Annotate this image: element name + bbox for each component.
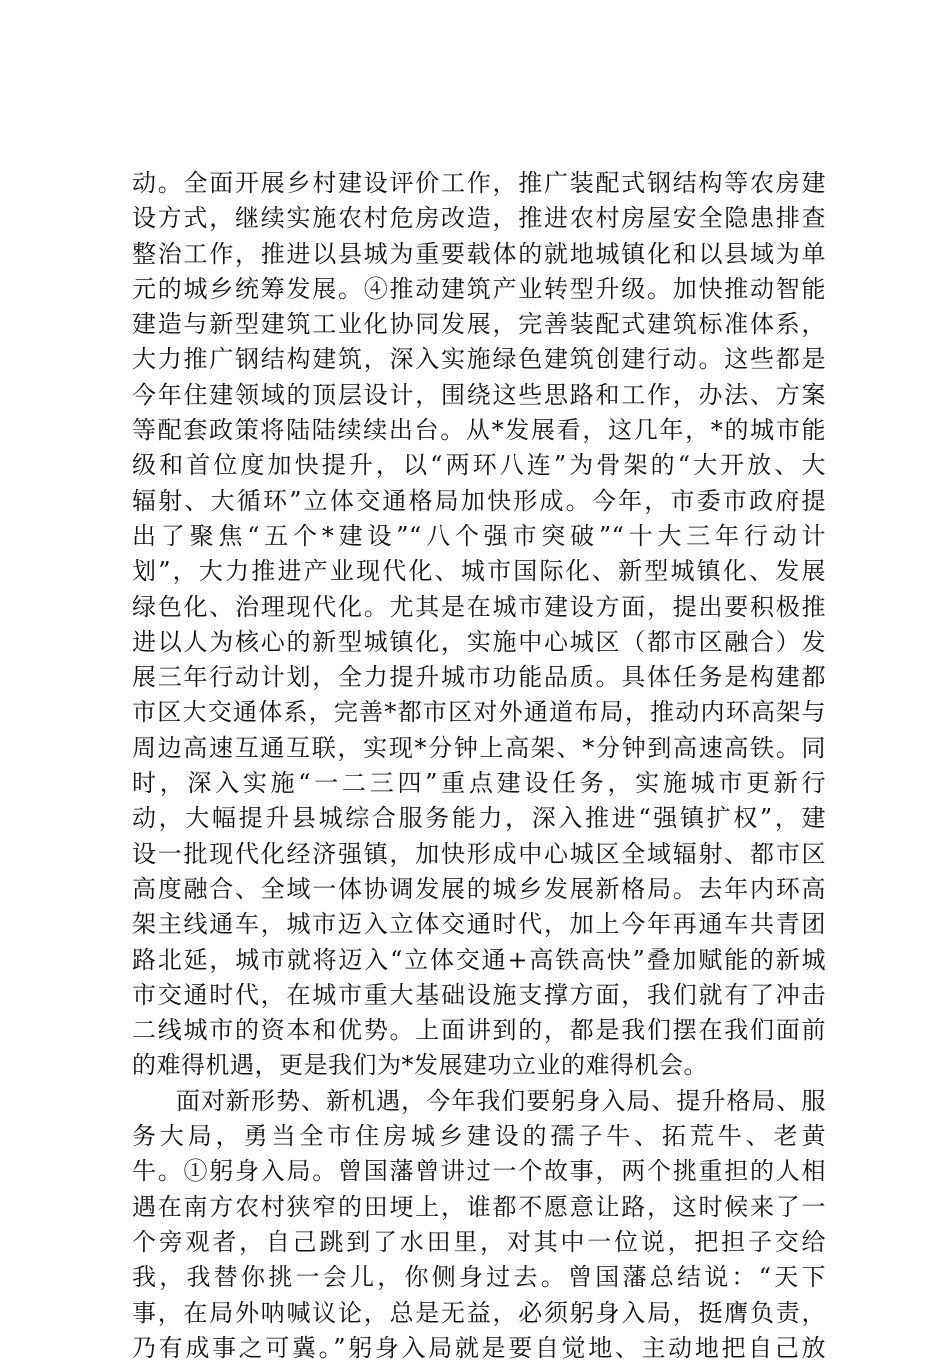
text-line: 面对新形势、新机遇，今年我们要躬身入局、提升格局、服 xyxy=(176,1086,826,1115)
text-line: 遇在南方农村狭窄的田埂上，谁都不愿意让路，这时候来了一 xyxy=(132,1192,826,1221)
text-line: 个旁观者，自己跳到了水田里，对其中一位说，把担子交给 xyxy=(132,1227,826,1256)
text-line: 牛。①躬身入局。曾国藩曾讲过一个故事，两个挑重担的人相 xyxy=(132,1157,826,1186)
text-line: 设方式，继续实施农村危房改造，推进农村房屋安全隐患排查 xyxy=(132,204,826,233)
text-line: 乃有成事之可冀。”躬身入局就是要自觉地、主动地把自己放 xyxy=(132,1333,826,1362)
text-line: 整治工作，推进以县城为重要载体的就地城镇化和以县域为单 xyxy=(132,239,826,268)
text-line: 等配套政策将陆陆续续出台。从*发展看，这几年，*的城市能 xyxy=(132,416,826,445)
text-line: 二线城市的资本和优势。上面讲到的，都是我们摆在我们面前 xyxy=(132,1016,826,1045)
text-line: 设一批现代化经济强镇，加快形成中心城区全域辐射、都市区 xyxy=(132,839,826,868)
text-line: 周边高速互通互联，实现*分钟上高架、*分钟到高速高铁。同 xyxy=(132,733,826,762)
text-line: 动，大幅提升县城综合服务能力，深入推进“强镇扩权”，建 xyxy=(132,804,826,833)
body-text xyxy=(132,166,826,1366)
text-line: 市区大交通体系，完善*都市区对外通道布局，推动内环高架与 xyxy=(132,698,826,727)
text-line: 架主线通车，城市迈入立体交通时代，加上今年再通车共青团 xyxy=(132,910,826,939)
paragraph-1 xyxy=(132,166,826,1084)
text-line: 元的城乡统筹发展。④推动建筑产业转型升级。加快推动智能 xyxy=(132,274,826,303)
text-line: 建造与新型建筑工业化协同发展，完善装配式建筑标准体系， xyxy=(132,310,826,339)
text-line: 路北延，城市就将迈入“立体交通+高铁高快”叠加赋能的新城 xyxy=(132,945,826,974)
text-line: 事，在局外呐喊议论，总是无益，必须躬身入局，挺膺负责， xyxy=(132,1298,826,1327)
text-line: 市交通时代，在城市重大基础设施支撑方面，我们就有了冲击 xyxy=(132,980,826,1009)
text-line: 的难得机遇，更是我们为*发展建功立业的难得机会。 xyxy=(132,1051,708,1080)
text-line: 展三年行动计划，全力提升城市功能品质。具体任务是构建都 xyxy=(132,663,826,692)
text-line: 务大局，勇当全市住房城乡建设的孺子牛、拓荒牛、老黄 xyxy=(132,1122,826,1151)
text-line: 动。全面开展乡村建设评价工作，推广装配式钢结构等农房建 xyxy=(132,169,826,197)
text-line: 大力推广钢结构建筑，深入实施绿色建筑创建行动。这些都是 xyxy=(132,345,826,374)
text-line: 进以人为核心的新型城镇化，实施中心城区（都市区融合）发 xyxy=(132,627,826,656)
text-line: 划”，大力推进产业现代化、城市国际化、新型城镇化、发展 xyxy=(132,557,826,586)
paragraph-2 xyxy=(132,1084,826,1366)
text-line: 高度融合、全域一体协调发展的城乡发展新格局。去年内环高 xyxy=(132,874,826,903)
text-line: 级和首位度加快提升，以“两环八连”为骨架的“大开放、大 xyxy=(132,451,826,480)
text-line: 时，深入实施“一二三四”重点建设任务，实施城市更新行 xyxy=(132,769,826,798)
text-line: 我，我替你挑一会儿，你侧身过去。曾国藩总结说：“天下 xyxy=(132,1263,826,1292)
text-line: 绿色化、治理现代化。尤其是在城市建设方面，提出要积极推 xyxy=(132,592,826,621)
text-line: 出了聚焦“五个*建设”“八个强市突破”“十大三年行动计 xyxy=(132,521,826,550)
text-line: 今年住建领域的顶层设计，围绕这些思路和工作，办法、方案 xyxy=(132,380,826,409)
text-line: 辐射、大循环”立体交通格局加快形成。今年，市委市政府提 xyxy=(132,486,826,515)
